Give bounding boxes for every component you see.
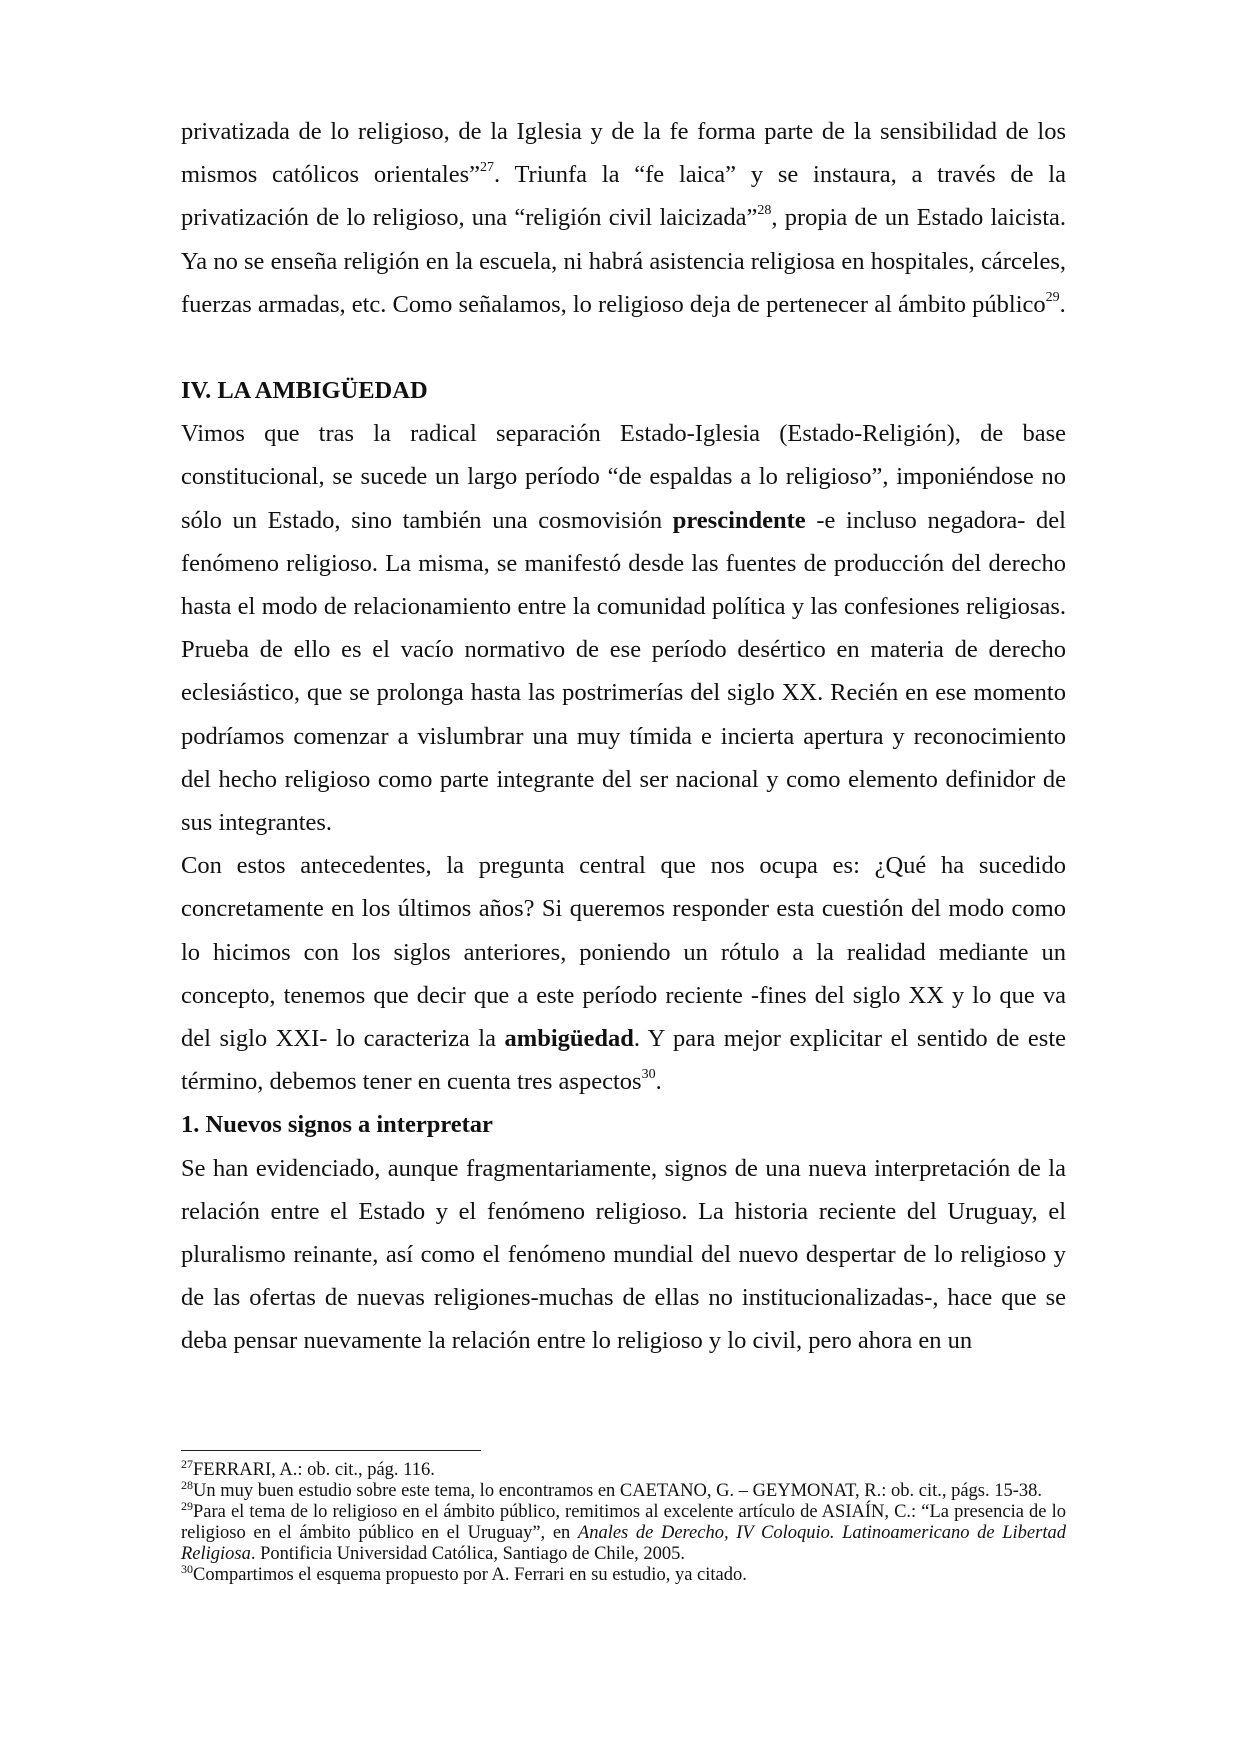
footnote-number: 29 xyxy=(181,1499,193,1513)
text-run: -e incluso negadora- del fenómeno religioso. La misma, se manifestó desde las fuentes de producción del derecho hasta el modo de relacionamiento entre la comunidad política y las confesiones religiosas. Prueba de ello es el vacío normativo de ese período desértico en materia de derecho eclesiástico, que se prolonga hasta las postrimerías del siglo XX. Recién en ese momento podríamos comenzar a vislumbrar una muy tímida e incierta apertura y reconocimiento del hecho religioso como parte integrante del ser nacional y como elemento definidor de sus integrantes. xyxy=(181,506,1066,837)
text-run: . xyxy=(1059,290,1066,318)
footnote-ref-30[interactable]: 30 xyxy=(641,1067,656,1083)
footnote-text: Un muy buen estudio sobre este tema, lo encontramos en CAETANO, G. – GEYMONAT, R.: ob. cit., págs. 15-38. xyxy=(193,1481,1043,1501)
text-run: Con estos antecedentes, la pregunta central que nos ocupa es: ¿Qué ha sucedido concretamente en los últimos años? Si queremos responder esta cuestión del modo como lo hicimos con los siglos anteriores, poniendo un rótulo a la realidad mediante un concepto, tenemos que decir que a este período reciente -fines del siglo XX y lo que va del siglo XXI- lo caracteriza la xyxy=(181,852,1066,1053)
text-run: . Y para mejor explicitar el sentido de este término, debemos tener en cuenta tres aspectos xyxy=(181,1025,1066,1096)
footnote-ref-29[interactable]: 29 xyxy=(1045,289,1060,305)
bold-term: prescindente xyxy=(672,506,806,534)
footnote-ref-28[interactable]: 28 xyxy=(757,203,772,219)
footnote-text: Para el tema de lo religioso en el ámbito público, remitimos al excelente artículo de ASIAÍN, C.: “La presencia de lo religioso en el ámbito público en el Uruguay”, en xyxy=(181,1502,1066,1543)
footnote-separator xyxy=(181,1450,481,1451)
text-run: Vimos que tras la radical separación Estado-Iglesia (Estado-Religión), de base constitucional, se sucede un largo período “de espaldas a lo religioso”, imponiéndose no sólo un Estado, sino también una cosmovisión xyxy=(181,420,1066,534)
footnote-number: 27 xyxy=(181,1457,193,1471)
text-run: , propia de un Estado laicista. Ya no se enseña religión en la escuela, ni habrá asistencia religiosa en hospitales, cárceles, fuerzas armadas, etc. Como señalamos, lo religioso deja de pertenecer al ámbito público xyxy=(181,204,1066,318)
footnote-ref-27[interactable]: 27 xyxy=(479,160,494,176)
paragraph-section-2 xyxy=(181,844,1066,1103)
footnote-text: . Pontificia Universidad Católica, Santiago de Chile, 2005. xyxy=(250,1544,686,1564)
footnote-29 xyxy=(181,1499,1066,1565)
footnote-text: FERRARI, A.: ob. cit., pág. 116. xyxy=(193,1460,435,1480)
footnote-italic-title: Anales de Derecho, IV Coloquio. Latinoamericano de Libertad Religiosa xyxy=(181,1523,1066,1564)
footnote-number: 28 xyxy=(181,1478,193,1492)
paragraph-sub-1: Se han evidenciado, aunque fragmentariamente, signos de una nueva interpretación de la relación entre el Estado y el fenómeno religioso. La historia reciente del Uruguay, el pluralismo reinante, así como el fenómeno mundial del nuevo despertar de lo religioso y de las ofertas de nuevas religiones-muchas de ellas no institucionalizadas-, hace que se deba pensar nuevamente la relación entre lo religioso y lo civil, pero ahora en un xyxy=(181,1154,1066,1355)
section-heading: IV. LA AMBIGÜEDAD xyxy=(181,377,428,405)
footnote-28 xyxy=(181,1478,1066,1502)
footnotes xyxy=(181,1457,1066,1586)
text-run: privatizada de lo religioso, de la Iglesia y de la fe forma parte de la sensibilidad de los mismos católicos orientales” xyxy=(181,118,1066,189)
paragraph-top xyxy=(181,110,1066,326)
bold-term: ambigüedad xyxy=(504,1025,634,1053)
paragraph-section-1 xyxy=(181,412,1066,844)
subheading: 1. Nuevos signos a interpretar xyxy=(181,1111,493,1139)
footnote-number: 30 xyxy=(181,1562,193,1576)
footnote-27 xyxy=(181,1457,1066,1481)
spacer xyxy=(181,326,1066,369)
main-text xyxy=(181,110,1066,1363)
text-run: . Triunfa la “fe laica” y se instaura, a través de la privatización de lo religioso, una “religión civil laicizada” xyxy=(181,161,1066,232)
footnote-30 xyxy=(181,1562,1066,1586)
text-run: . xyxy=(655,1068,662,1096)
footnote-text: Compartimos el esquema propuesto por A. Ferrari en su estudio, ya citado. xyxy=(193,1565,747,1585)
